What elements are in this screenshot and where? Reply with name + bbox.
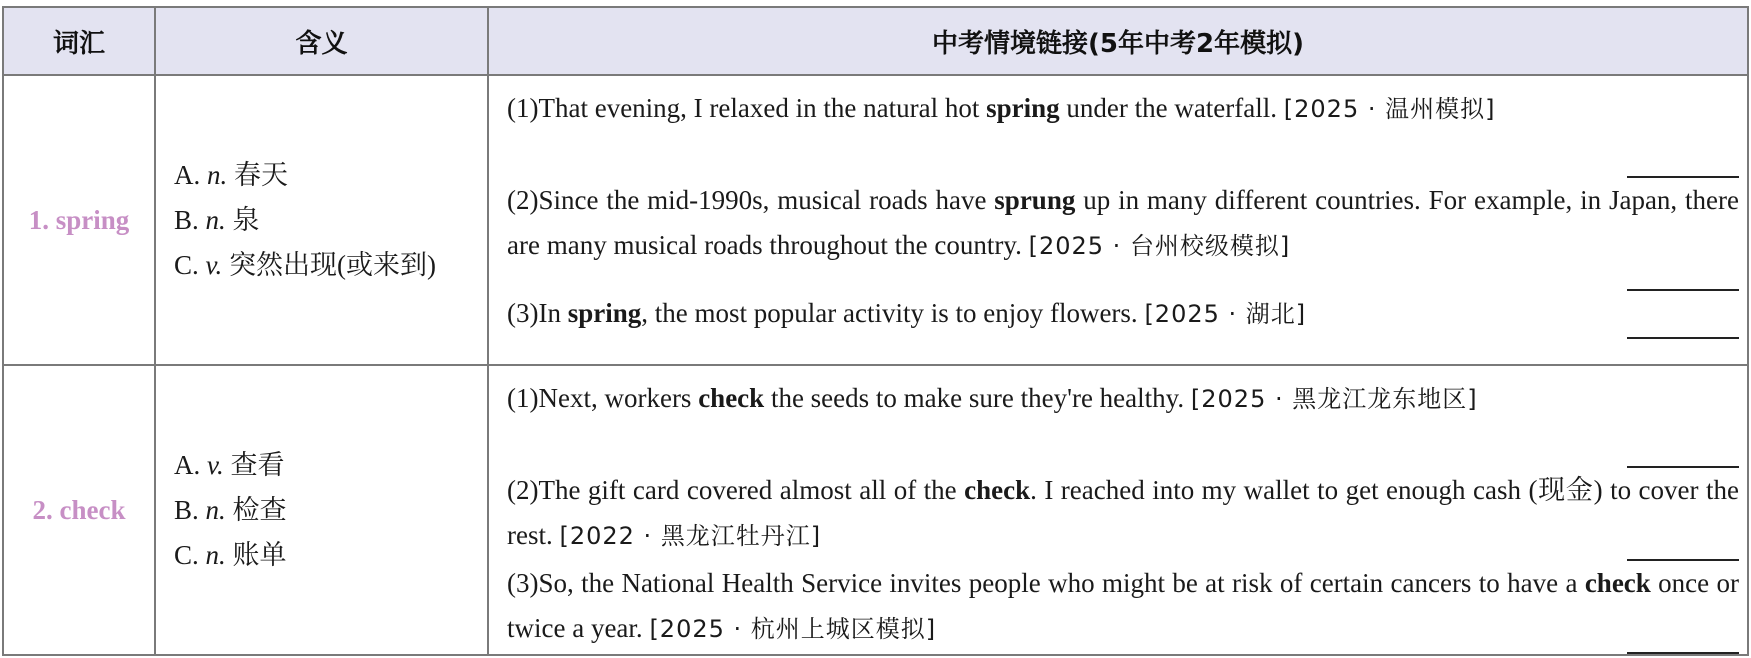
header-word: 词汇 — [3, 7, 155, 75]
table-row — [3, 75, 1748, 365]
table-row — [3, 365, 1748, 655]
context-examples — [488, 365, 1748, 655]
source-tag: [2025 · 杭州上城区模拟] — [649, 615, 937, 643]
keyword: spring — [567, 298, 642, 328]
source-tag: [2025 · 黑龙江龙东地区] — [1190, 385, 1478, 413]
keyword: check — [1584, 568, 1651, 598]
header-row — [3, 7, 1748, 75]
source-tag: [2025 · 温州模拟] — [1283, 95, 1496, 123]
answer-blank[interactable] — [1627, 422, 1739, 468]
source-tag: [2025 · 湖北] — [1144, 300, 1307, 328]
keyword: sprung — [994, 185, 1076, 215]
vocab-word: 2. check — [3, 365, 155, 655]
meaning-item: C. v. 突然出现(或来到) — [174, 249, 436, 280]
example-sentence: (3)So, the National Health Service invites people who might be at risk of certain cancers to have a check once or twice a year. [2025 · 杭州上城区模拟] — [507, 568, 1739, 643]
meaning-list — [155, 365, 488, 655]
keyword: check — [698, 383, 765, 413]
source-tag: [2022 · 黑龙江牡丹江] — [559, 522, 822, 550]
example-sentence: (2)The gift card covered almost all of the check. I reached into my wallet to get enough cash (现金) to cover the rest. [2022 · 黑龙江牡丹江] — [507, 475, 1739, 550]
meaning-item: A. v. 查看 — [174, 449, 285, 480]
answer-blank[interactable] — [1627, 132, 1739, 178]
keyword: check — [964, 475, 1031, 505]
source-tag: [2025 · 台州校级模拟] — [1028, 232, 1291, 260]
meaning-item: B. n. 泉 — [174, 204, 260, 235]
vocab-word: 1. spring — [3, 75, 155, 365]
meaning-item: A. n. 春天 — [174, 159, 288, 190]
meaning-list — [155, 75, 488, 365]
example-sentence: (3)In spring, the most popular activity is to enjoy flowers. [2025 · 湖北] — [507, 298, 1307, 328]
example-sentence: (2)Since the mid-1990s, musical roads have sprung up in many different countries. For example, in Japan, there are many musical roads throughout the country. [2025 · 台州校级模拟] — [507, 185, 1739, 260]
meaning-item: C. n. 账单 — [174, 539, 287, 570]
header-meaning: 含义 — [155, 7, 488, 75]
example-sentence: (1)That evening, I relaxed in the natural hot spring under the waterfall. [2025 · 温州模拟] — [507, 93, 1496, 123]
keyword: spring — [986, 93, 1060, 123]
header-context: 中考情境链接(5年中考2年模拟) — [488, 7, 1748, 75]
example-sentence: (1)Next, workers check the seeds to make sure they're healthy. [2025 · 黑龙江龙东地区] — [507, 383, 1478, 413]
meaning-item: B. n. 检查 — [174, 494, 287, 525]
vocabulary-table — [2, 6, 1749, 656]
context-examples — [488, 75, 1748, 365]
answer-blank[interactable] — [1627, 269, 1739, 291]
